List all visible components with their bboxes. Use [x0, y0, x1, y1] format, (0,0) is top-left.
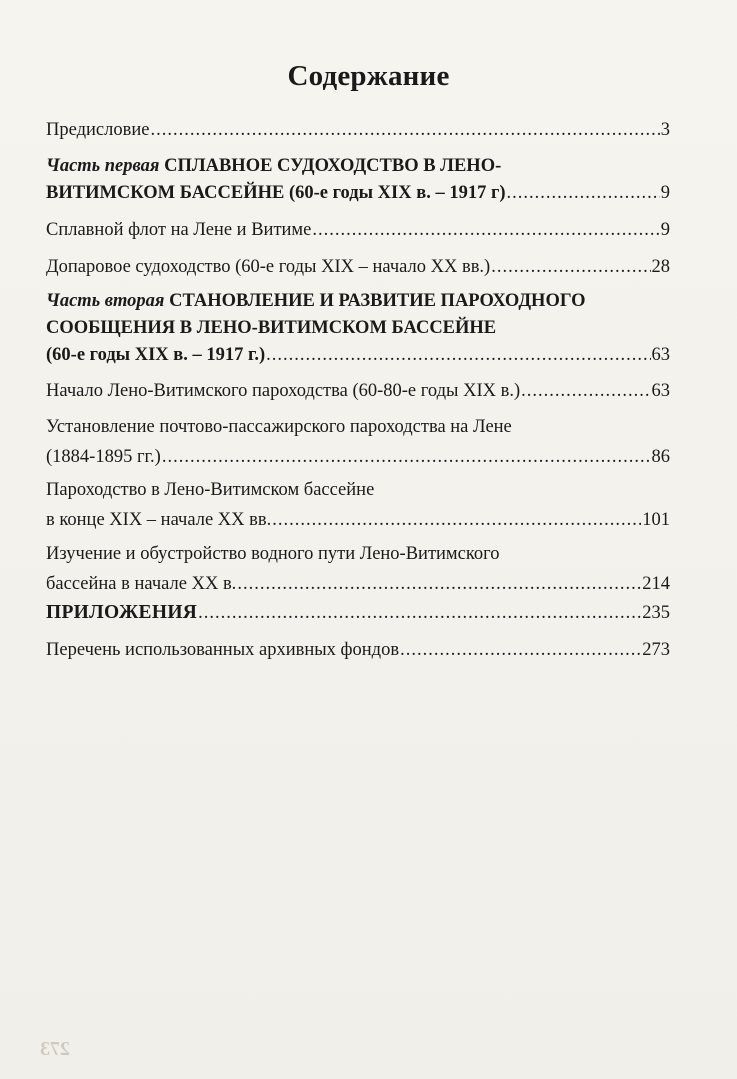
dot-leader — [507, 180, 660, 207]
part-title-line-3: (60-е годы XIX в. – 1917 г.) — [46, 345, 266, 365]
toc-page-number: 101 — [642, 510, 670, 530]
toc-entry-postal-passenger[interactable] — [46, 414, 670, 471]
toc-entry-steamship-beginning[interactable] — [46, 378, 670, 405]
toc-entry-rafting-fleet[interactable] — [46, 217, 670, 244]
toc-entry-label: Сплавной флот на Лене и Витиме — [46, 220, 312, 240]
toc-entry-label: ПРИЛОЖЕНИЯ — [46, 602, 198, 623]
toc-page-number: 214 — [642, 574, 670, 594]
dot-leader — [266, 342, 650, 369]
toc-entry-label-line-2: бассейна в начале XX в. — [46, 574, 237, 594]
toc-page-number: 9 — [660, 183, 670, 203]
toc-entry-label: Перечень использованных архивных фондов — [46, 640, 400, 660]
toc-page-number: 63 — [651, 345, 670, 365]
toc-page-number: 235 — [642, 603, 670, 623]
part-title-line-1: СТАНОВЛЕНИЕ И РАЗВИТИЕ ПАРОХОДНОГО — [169, 291, 586, 311]
toc-entry-label: Начало Лено-Витимского пароходства (60-80-е годы XIX в.) — [46, 381, 521, 401]
toc-entry-label: Предисловие — [46, 120, 150, 140]
toc-entry-label-line-2: в конце XIX – начале XX вв. — [46, 510, 272, 530]
dot-leader — [237, 571, 641, 598]
toc-page-number: 86 — [651, 447, 670, 467]
dot-leader — [521, 378, 650, 405]
dot-leader — [150, 117, 659, 144]
part-title-line-2: СООБЩЕНИЯ В ЛЕНО-ВИТИМСКОМ БАССЕЙНЕ — [46, 318, 497, 338]
toc-page-number: 63 — [651, 381, 670, 401]
toc-entry-pre-steam[interactable] — [46, 254, 670, 281]
toc-entry-preface[interactable] — [46, 117, 670, 144]
toc-entry-label: Допаровое судоходство (60-е годы XIX – начало XX вв.) — [46, 257, 491, 277]
toc-entry-steamship-basin[interactable] — [46, 477, 670, 534]
toc-entry-appendices[interactable] — [46, 599, 670, 627]
page-number: 273 — [40, 1038, 70, 1060]
part-label: Часть первая — [46, 156, 160, 176]
dot-leader — [162, 444, 651, 471]
toc-page-number: 273 — [642, 640, 670, 660]
toc-entry-part-one[interactable] — [46, 153, 670, 207]
dot-leader — [272, 507, 641, 534]
toc-page-number: 28 — [651, 257, 670, 277]
toc-entry-label-line-1: Установление почтово-пассажирского пароходства на Лене — [46, 417, 512, 437]
page-title: Содержание — [287, 60, 450, 92]
toc-page-number: 3 — [660, 120, 670, 140]
toc-page-number: 9 — [660, 220, 670, 240]
part-label: Часть вторая — [46, 291, 165, 311]
dot-leader — [312, 217, 659, 244]
toc-entry-archive-list[interactable] — [46, 637, 670, 664]
dot-leader — [400, 637, 641, 664]
toc-entry-label-line-1: Изучение и обустройство водного пути Лено-Витимского — [46, 544, 500, 564]
toc-entry-label-line-1: Пароходство в Лено-Витимском бассейне — [46, 480, 375, 500]
dot-leader — [198, 600, 641, 627]
dot-leader — [491, 254, 650, 281]
toc-entry-part-two[interactable] — [46, 288, 670, 369]
part-title-line-2: ВИТИМСКОМ БАССЕЙНЕ (60-е годы XIX в. – 1917 г) — [46, 183, 506, 203]
toc-entry-label-line-2: (1884-1895 гг.) — [46, 447, 161, 467]
toc-entry-waterway-study[interactable] — [46, 541, 670, 598]
part-title-line-1: СПЛАВНОЕ СУДОХОДСТВО В ЛЕНО- — [164, 156, 502, 176]
